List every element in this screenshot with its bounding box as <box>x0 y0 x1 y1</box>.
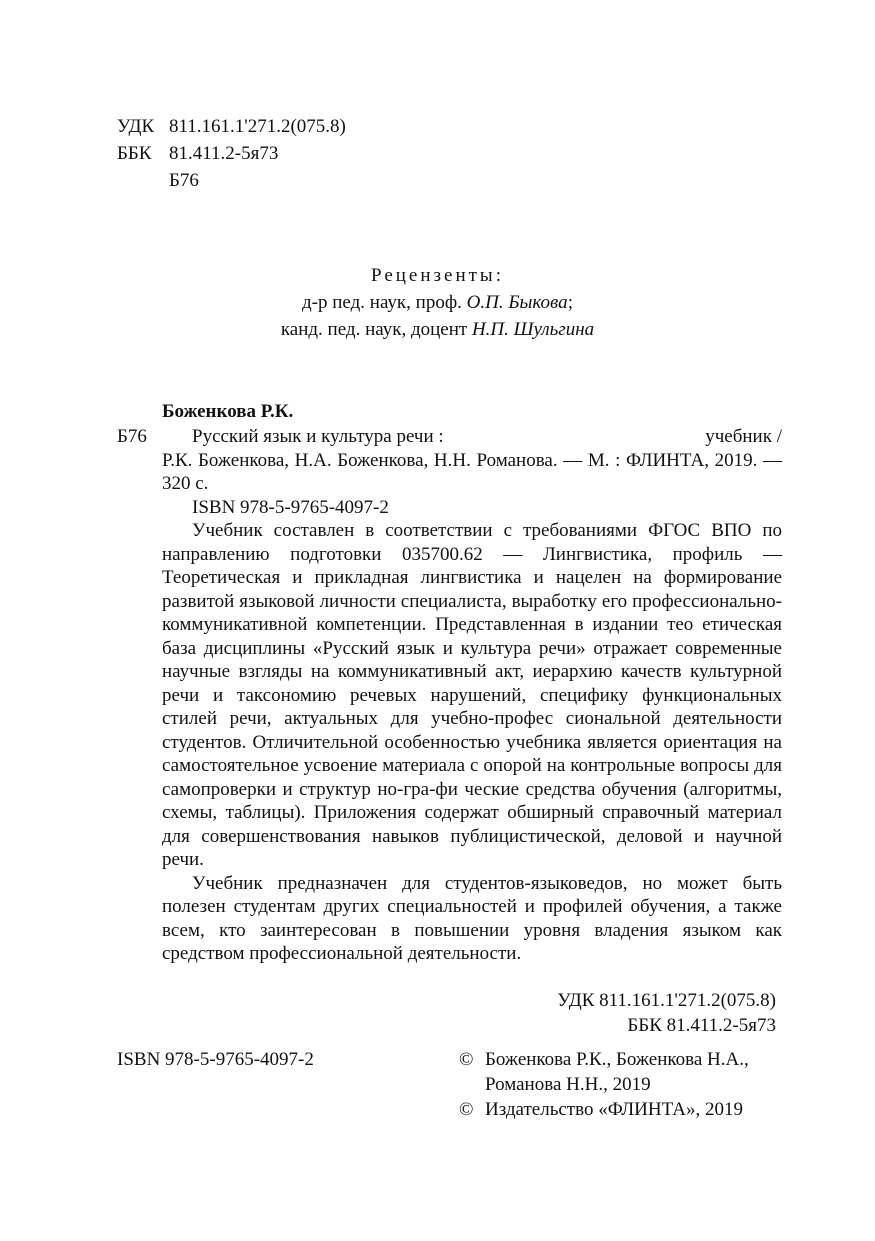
reviewer-1-name: О.П. Быкова <box>466 292 568 313</box>
card-author: Боженкова Р.К. <box>162 401 294 422</box>
reviewer-2-title: канд. пед. наук, доцент <box>280 319 468 340</box>
udk-row <box>117 113 346 140</box>
copyright-publisher <box>459 1097 749 1122</box>
reviewer-1-suffix: ; <box>567 292 573 313</box>
copyright-authors <box>459 1047 749 1072</box>
udk-code: 811.161.1'271.2(075.8) <box>169 116 346 137</box>
card-title: Русский язык и культура речи : <box>192 426 444 447</box>
card-isbn: ISBN 978-5-9765-4097-2 <box>192 496 389 518</box>
reviewer-1 <box>0 289 875 316</box>
author-mark: Б76 <box>169 170 199 191</box>
footer-udk: УДК 811.161.1'271.2(075.8) <box>557 990 776 1011</box>
udk-label: УДК <box>117 116 155 137</box>
bbk-row <box>117 140 346 167</box>
copyright-icon: © <box>459 1049 474 1070</box>
card-responsibility: Р.К. Боженкова, Н.А. Боженкова, Н.Н. Романова. — М. : ФЛИНТА, 2019. — 320 с. <box>162 449 782 494</box>
copyright-authors-line2: Романова Н.Н., 2019 <box>485 1074 651 1095</box>
reviewer-2 <box>0 316 875 343</box>
reviewers-heading: Рецензенты: <box>371 265 504 286</box>
bbk-label: ББК <box>117 143 152 164</box>
footer-isbn: ISBN 978-5-9765-4097-2 <box>117 1049 314 1070</box>
copyright-publisher-text: Издательство «ФЛИНТА», 2019 <box>485 1099 743 1120</box>
footer-classification <box>0 988 776 1038</box>
bbk-code: 81.411.2-5я73 <box>169 143 279 164</box>
reviewer-1-title: д-р пед. наук, проф. <box>302 292 462 313</box>
card-annotation-1: Учебник составлен в соответствии с требованиями ФГОС ВПО по направлению подготовки 035700.62 — Лингвистика, профиль — Теоретическая и прикладная лингвистика и нацелен на формирование развитой языковой личности специалиста, выработку его профессионально-коммуникативной компетенции. Представленная в издании тео етическая база дисциплины «Русский язык и культура речи» отражает современные научные взгляды на коммуникативный акт, иерархию качеств культурной речи и таксономию речевых нарушений, специфику функциональных стилей речи, актуальных для учебно-профес сиональной деятельности студентов. Отличительной особенностью учебника является ориентация на самостоятельное усвоение материала с опорой на контрольные вопросы для самопроверки и структур но-гра-фи ческие средства обучения (алгоритмы, схемы, таблицы). Приложения содержат обширный справочный материал для совершенствования навыков публицистической, деловой и научной речи. <box>162 520 782 870</box>
reviewer-2-name: Н.П. Шульгина <box>471 319 595 340</box>
reviewers-block <box>0 262 875 343</box>
catalog-card-body <box>162 425 782 966</box>
footer-bbk: ББК 81.411.2-5я73 <box>627 1015 776 1036</box>
copyright-icon: © <box>459 1099 474 1120</box>
card-annotation-2: Учебник предназначен для студентов-языковедов, но может быть полезен студентам других специальностей и профилей обучения, а также всем, кто заинтересован в повышении уровня владения языком как средством профессиональной деятельности. <box>162 872 782 964</box>
card-mark: Б76 <box>117 426 147 447</box>
classification-block <box>117 113 346 194</box>
card-title-line <box>162 425 782 449</box>
author-mark-row <box>117 167 346 194</box>
card-title-type: учебник / <box>705 426 782 447</box>
copyright-authors-line1: Боженкова Р.К., Боженкова Н.А., <box>485 1049 749 1070</box>
copyright-block <box>459 1047 749 1122</box>
